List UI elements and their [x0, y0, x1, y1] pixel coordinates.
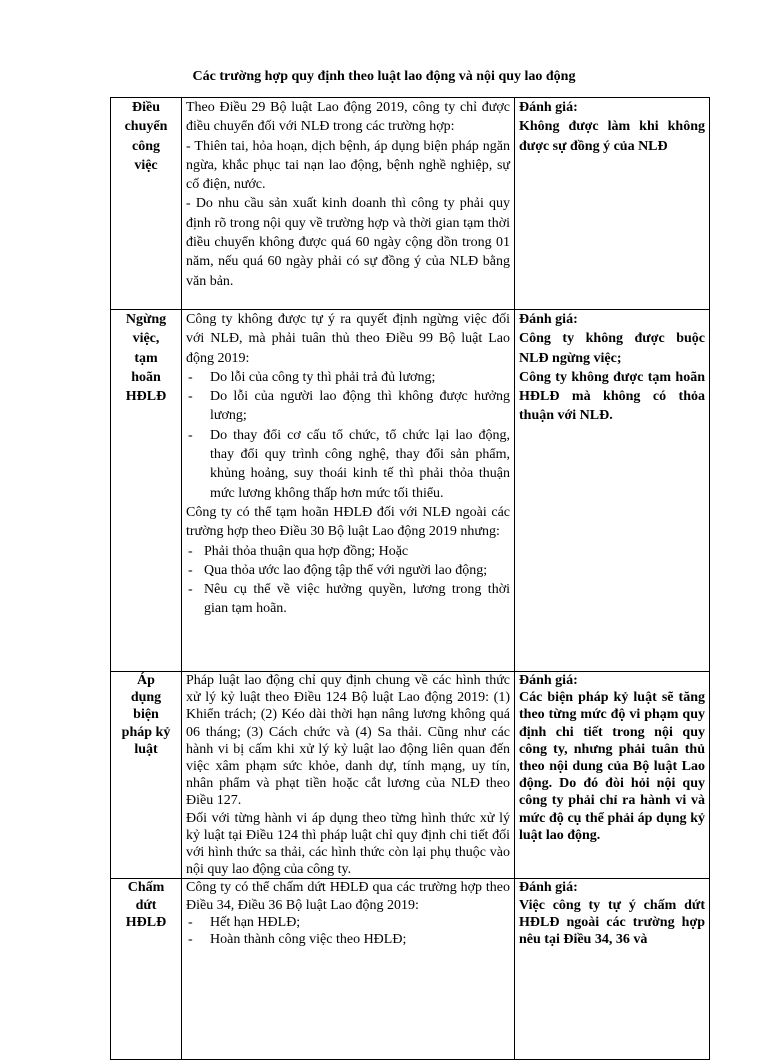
- table-row: [111, 672, 710, 879]
- heading-line: Áp: [137, 673, 155, 688]
- heading-line: pháp kỷ: [121, 724, 171, 740]
- evaluation-text: Không được làm khi không được sự đồng ý của NLĐ: [519, 119, 705, 154]
- heading-line: công: [132, 138, 160, 154]
- heading-line: Điều: [132, 100, 160, 115]
- list-item: - Qua thỏa ước lao động tập thể với người lao động;: [186, 561, 510, 580]
- regulations-table: [110, 97, 710, 1060]
- content-list: [186, 542, 510, 619]
- row-evaluation: [515, 879, 710, 1060]
- row-evaluation: [515, 672, 710, 879]
- content-paragraph: Công ty không được tự ý ra quyết định ngừng việc đối với NLĐ, mà phải tuân thủ theo Điều 99 Bộ luật Lao động 2019:: [186, 312, 510, 366]
- list-item: - Nêu cụ thể về việc hưởng quyền, lương trong thời gian tạm hoãn.: [186, 580, 510, 619]
- content-list: [186, 914, 510, 948]
- evaluation-label: Đánh giá:: [519, 880, 578, 896]
- row-evaluation: [515, 310, 710, 672]
- evaluation-label: Đánh giá:: [519, 312, 578, 327]
- heading-line: biện: [133, 707, 159, 723]
- heading-line: việc: [134, 157, 158, 173]
- list-item: - Hoàn thành công việc theo HĐLĐ;: [186, 931, 510, 948]
- list-item: - Do lỗi của công ty thì phải trả đủ lương;: [186, 368, 510, 387]
- heading-line: HĐLĐ: [125, 389, 167, 405]
- row-content: [182, 672, 515, 879]
- heading-line: dụng: [130, 690, 162, 706]
- row-content: [182, 879, 515, 1060]
- list-item: - Phải thỏa thuận qua hợp đồng; Hoặc: [186, 542, 510, 561]
- heading-line: tạm: [134, 350, 158, 366]
- row-heading: [111, 672, 182, 879]
- content-paragraph: - Do nhu cầu sản xuất kinh doanh thì công ty phải quy định rõ trong nội quy về trường hợp và thời gian tạm thời điều chuyển không được quá 60 ngày cộng dồn trong 01 năm, nếu quá 60 ngày phải có sự đồng ý của NLĐ bằng văn bản.: [186, 196, 510, 289]
- evaluation-text: Việc công ty tự ý chấm dứt HĐLĐ ngoài các trường hợp nêu tại Điều 34, 36 và: [519, 897, 705, 948]
- table-row: [111, 879, 710, 1060]
- heading-line: việc,: [132, 331, 160, 347]
- heading-line: Chấm: [127, 880, 165, 896]
- evaluation-label: Đánh giá:: [519, 100, 578, 115]
- evaluation-label: Đánh giá:: [519, 673, 578, 688]
- content-paragraph: Công ty có thể chấm dứt HĐLĐ qua các trường hợp theo Điều 34, Điều 36 Bộ luật Lao động 2019:: [186, 880, 510, 913]
- list-item: - Hết hạn HĐLĐ;: [186, 914, 510, 931]
- row-content: [182, 98, 515, 310]
- row-heading: [111, 98, 182, 310]
- heading-line: HĐLĐ: [125, 914, 167, 930]
- row-content: [182, 310, 515, 672]
- heading-line: Ngừng: [125, 312, 167, 327]
- content-paragraph: Công ty có thể tạm hoãn HĐLĐ đối với NLĐ ngoài các trường hợp theo Điều 30 Bộ luật Lao động 2019 nhưng:: [186, 504, 510, 540]
- table-row: [111, 98, 710, 310]
- heading-line: dứt: [135, 897, 157, 913]
- document-title: Các trường hợp quy định theo luật lao động và nội quy lao động: [192, 69, 576, 84]
- heading-line: luật: [134, 741, 158, 757]
- evaluation-text: Công ty không được buộc NLĐ ngừng việc;: [519, 331, 705, 366]
- row-evaluation: [515, 98, 710, 310]
- content-paragraph: - Thiên tai, hỏa hoạn, dịch bệnh, áp dụng biện pháp ngăn ngừa, khắc phục tai nạn lao động, bệnh nghề nghiệp, sự cố điện, nước.: [186, 138, 510, 193]
- table-row: [111, 310, 710, 672]
- content-paragraph: Đối với từng hành vi áp dụng theo từng hình thức xử lý kỷ luật tại Điều 124 thì pháp luật chỉ quy định chi tiết đối với hình thức sa thải, các hình thức còn lại phụ thuộc vào nội quy lao động của công ty.: [186, 810, 510, 878]
- content-paragraph: Pháp luật lao động chỉ quy định chung về các hình thức xử lý kỷ luật theo Điều 124 Bộ luật Lao động 2019: (1) Khiển trách; (2) Kéo dài thời hạn nâng lương không quá 06 tháng; (3) Cách chức và (4) Sa thải. Cũng như các hành vi bị cấm khi xử lý kỷ luật lao động liên quan đến việc xâm phạm sức khỏe, danh dự, tính mạng, uy tín, nhân phẩm và phạt tiền hoặc cắt lương của NLĐ theo Điều 127.: [186, 673, 510, 809]
- heading-line: chuyển: [124, 119, 168, 135]
- content-paragraph: Theo Điều 29 Bộ luật Lao động 2019, công ty chỉ được điều chuyển đối với NLĐ trong các trường hợp:: [186, 100, 510, 135]
- row-heading: [111, 310, 182, 672]
- list-item: - Do thay đổi cơ cấu tổ chức, tổ chức lại lao động, thay đổi quy trình công nghệ, thay đổi sản phẩm, khủng hoảng, suy thoái kinh tế thì phải thỏa thuận mức lương không thấp hơn mức tối thiểu.: [186, 426, 510, 503]
- heading-line: hoãn: [131, 369, 161, 385]
- evaluation-text: Các biện pháp kỷ luật sẽ tăng theo từng mức độ vi phạm quy định chi tiết trong nội quy công ty, nhưng phải tuân thủ theo nội dung của Bộ luật Lao động. Do đó đòi hỏi nội quy công ty phải chỉ ra hành vi và mức độ cụ thể phải áp dụng kỷ luật lao động.: [519, 690, 705, 843]
- row-heading: [111, 879, 182, 1060]
- evaluation-text: Công ty không được tạm hoãn HĐLĐ mà không có thỏa thuận với NLĐ.: [519, 369, 705, 424]
- list-item: - Do lỗi của người lao động thì không được hưởng lương;: [186, 387, 510, 426]
- content-list: [186, 368, 510, 503]
